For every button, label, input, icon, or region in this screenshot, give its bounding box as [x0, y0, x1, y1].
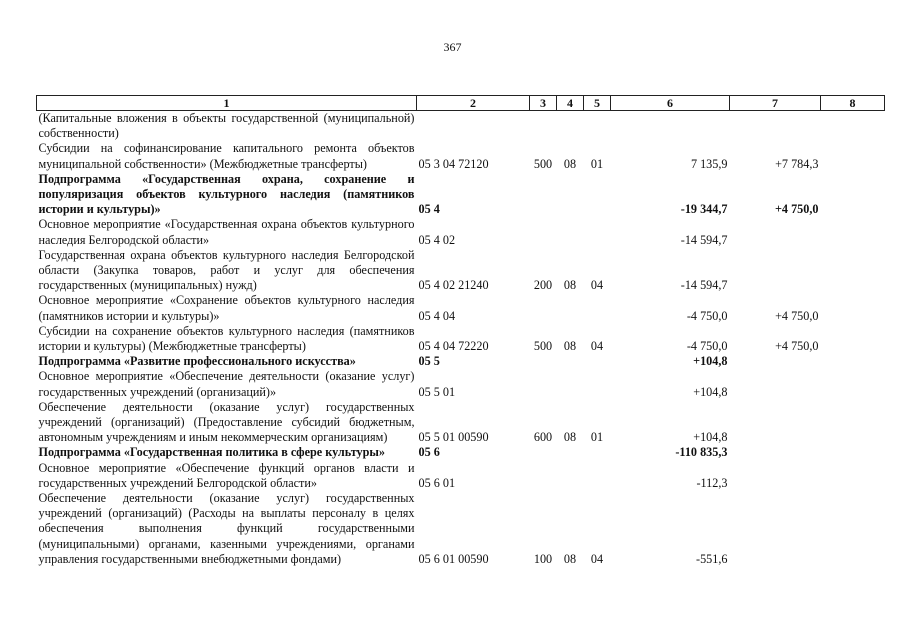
row-code: 05 6 01 00590: [418, 551, 489, 566]
row-pr: [584, 172, 611, 218]
row-name: Основное мероприятие «Сохранение объектов культурного наследия (памятников истории и культуры)»: [38, 293, 415, 323]
row-name: Обеспечение деятельности (оказание услуг) государственных учреждений (организаций) (Расходы на выплаты персоналу в целях обеспечения выполнения функций государственными (муниципальными) органами, казенными учреждениями, органами управления государственными внебюджетными фондами): [38, 491, 415, 566]
row-sum: [611, 111, 730, 142]
row-sum: +104,8: [693, 430, 728, 445]
row-vr: 500: [533, 156, 553, 171]
row-sum: -19 344,7: [680, 202, 728, 217]
row-name: Подпрограмма «Государственная охрана, сохранение и популяризация объектов культурного наследия (памятников истории и культуры)»: [38, 171, 415, 217]
row-name: Основное мероприятие «Государственная охрана объектов культурного наследия Белгородской области»: [38, 217, 415, 247]
row-name: Основное мероприятие «Обеспечение функций органов власти и государственных учреждений Белгородской области»: [38, 460, 415, 490]
row-name: Обеспечение деятельности (оказание услуг) государственных учреждений (организаций) (Предоставление субсидий бюджетным, автономным учреждениям и иным некоммерческим организациям): [38, 399, 415, 445]
row-change: +4 750,0: [774, 202, 819, 217]
row-vr: [530, 369, 557, 399]
row-vr: 100: [533, 551, 553, 566]
table-body: [37, 111, 885, 568]
row-sum: +104,8: [693, 384, 728, 399]
subprogram-row: [37, 445, 885, 460]
row-change: [730, 248, 821, 294]
table-row: [37, 461, 885, 491]
row-change: +4 750,0: [775, 308, 819, 323]
row-change: [730, 400, 821, 446]
row-code: [417, 111, 530, 142]
row-code: 05 4 02 21240: [418, 278, 489, 293]
row-change: [730, 491, 821, 567]
row-name: Субсидии на сохранение объектов культурного наследия (памятников истории и культуры) (Межбюджетные трансферты): [38, 323, 415, 354]
row-col8: [821, 369, 885, 399]
row-change: +7 784,3: [775, 156, 819, 171]
row-code: 05 4 04: [418, 308, 456, 323]
table-row: [37, 400, 885, 446]
row-change: [730, 354, 821, 369]
row-sum: +104,8: [693, 354, 728, 369]
row-name: Государственная охрана объектов культурного наследия Белгородской области (Закупка товаров, работ и услуг для обеспечения государственных (муниципальных) нужд): [38, 247, 415, 293]
row-code: 05 4 02: [418, 232, 456, 247]
row-pr: 04: [590, 551, 604, 566]
row-pr: [584, 369, 611, 399]
row-change: [730, 111, 821, 142]
column-header-8: 8: [821, 96, 885, 111]
row-rz: [557, 111, 584, 142]
page-number: 367: [443, 40, 462, 54]
row-pr: [584, 445, 611, 460]
row-code: 05 4: [418, 202, 440, 217]
row-sum: -4 750,0: [686, 339, 728, 354]
row-pr: [584, 217, 611, 247]
row-rz: 08: [563, 430, 577, 445]
row-sum: -551,6: [696, 551, 728, 566]
row-vr: [530, 461, 557, 491]
row-rz: [557, 172, 584, 218]
column-header-5: 5: [584, 96, 611, 111]
row-code: 05 5 01: [418, 384, 456, 399]
row-col8: [821, 217, 885, 247]
row-sum: -4 750,0: [686, 308, 728, 323]
row-pr: 04: [590, 278, 604, 293]
row-code: 05 5: [418, 354, 440, 369]
row-rz: [557, 445, 584, 460]
row-name: Подпрограмма «Государственная политика в сфере культуры»: [38, 445, 386, 460]
row-sum: 7 135,9: [690, 156, 728, 171]
row-vr: [530, 293, 557, 323]
row-rz: [557, 369, 584, 399]
row-col8: [821, 172, 885, 218]
row-pr: 04: [590, 339, 604, 354]
row-vr: 600: [533, 430, 553, 445]
row-col8: [821, 293, 885, 323]
row-code: 05 6: [418, 445, 440, 460]
row-col8: [821, 248, 885, 294]
table-row: [37, 248, 885, 294]
row-col8: [821, 491, 885, 567]
row-pr: 01: [590, 430, 604, 445]
row-change: [730, 369, 821, 399]
row-col8: [821, 354, 885, 369]
column-header-7: 7: [730, 96, 821, 111]
row-sum: -112,3: [696, 475, 728, 490]
column-header-3: 3: [530, 96, 557, 111]
row-change: [730, 217, 821, 247]
row-col8: [821, 400, 885, 446]
row-rz: [557, 217, 584, 247]
row-rz: 08: [563, 156, 577, 171]
budget-table: [36, 95, 885, 567]
row-col8: [821, 445, 885, 460]
row-rz: [557, 354, 584, 369]
row-col8: [821, 324, 885, 354]
column-header-6: 6: [611, 96, 730, 111]
row-vr: [530, 111, 557, 142]
row-col8: [821, 461, 885, 491]
row-vr: [530, 354, 557, 369]
table-row: [37, 491, 885, 567]
table-row: [37, 111, 885, 142]
row-change: +4 750,0: [775, 339, 819, 354]
row-sum: -14 594,7: [680, 278, 728, 293]
row-pr: [584, 461, 611, 491]
table-row: [37, 141, 885, 171]
row-code: 05 4 04 72220: [418, 339, 489, 354]
row-sum: -14 594,7: [680, 232, 728, 247]
row-vr: 200: [533, 278, 553, 293]
row-col8: [821, 141, 885, 171]
row-code: 05 3 04 72120: [418, 156, 489, 171]
row-code: 05 6 01: [418, 475, 456, 490]
row-change: [730, 461, 821, 491]
row-vr: [530, 217, 557, 247]
row-change: [730, 445, 821, 460]
row-vr: [530, 445, 557, 460]
row-rz: [557, 293, 584, 323]
row-vr: [530, 172, 557, 218]
subprogram-row: [37, 354, 885, 369]
row-vr: 500: [533, 339, 553, 354]
row-name: Подпрограмма «Развитие профессионального искусства»: [38, 354, 356, 369]
row-pr: [584, 293, 611, 323]
row-rz: 08: [563, 551, 577, 566]
row-code: 05 5 01 00590: [418, 430, 489, 445]
table-row: [37, 324, 885, 354]
row-rz: 08: [563, 278, 577, 293]
row-pr: [584, 354, 611, 369]
column-header-4: 4: [557, 96, 584, 111]
table-row: [37, 369, 885, 399]
table-header-row: [37, 96, 885, 111]
row-pr: [584, 111, 611, 142]
row-name: (Капитальные вложения в объекты государственной (муниципальной) собственности): [38, 111, 415, 141]
table-row: [37, 217, 885, 247]
table-row: [37, 293, 885, 323]
column-header-2: 2: [417, 96, 530, 111]
row-name: Субсидии на софинансирование капитального ремонта объектов муниципальной собственности» (Межбюджетные трансферты): [38, 141, 415, 171]
column-header-1: 1: [37, 96, 417, 111]
row-rz: [557, 461, 584, 491]
subprogram-row: [37, 172, 885, 218]
row-rz: 08: [563, 339, 577, 354]
row-name: Основное мероприятие «Обеспечение деятельности (оказание услуг) государственных учреждений (организаций)»: [38, 369, 415, 399]
row-sum: -110 835,3: [675, 445, 728, 460]
row-col8: [821, 111, 885, 142]
row-pr: 01: [590, 156, 604, 171]
